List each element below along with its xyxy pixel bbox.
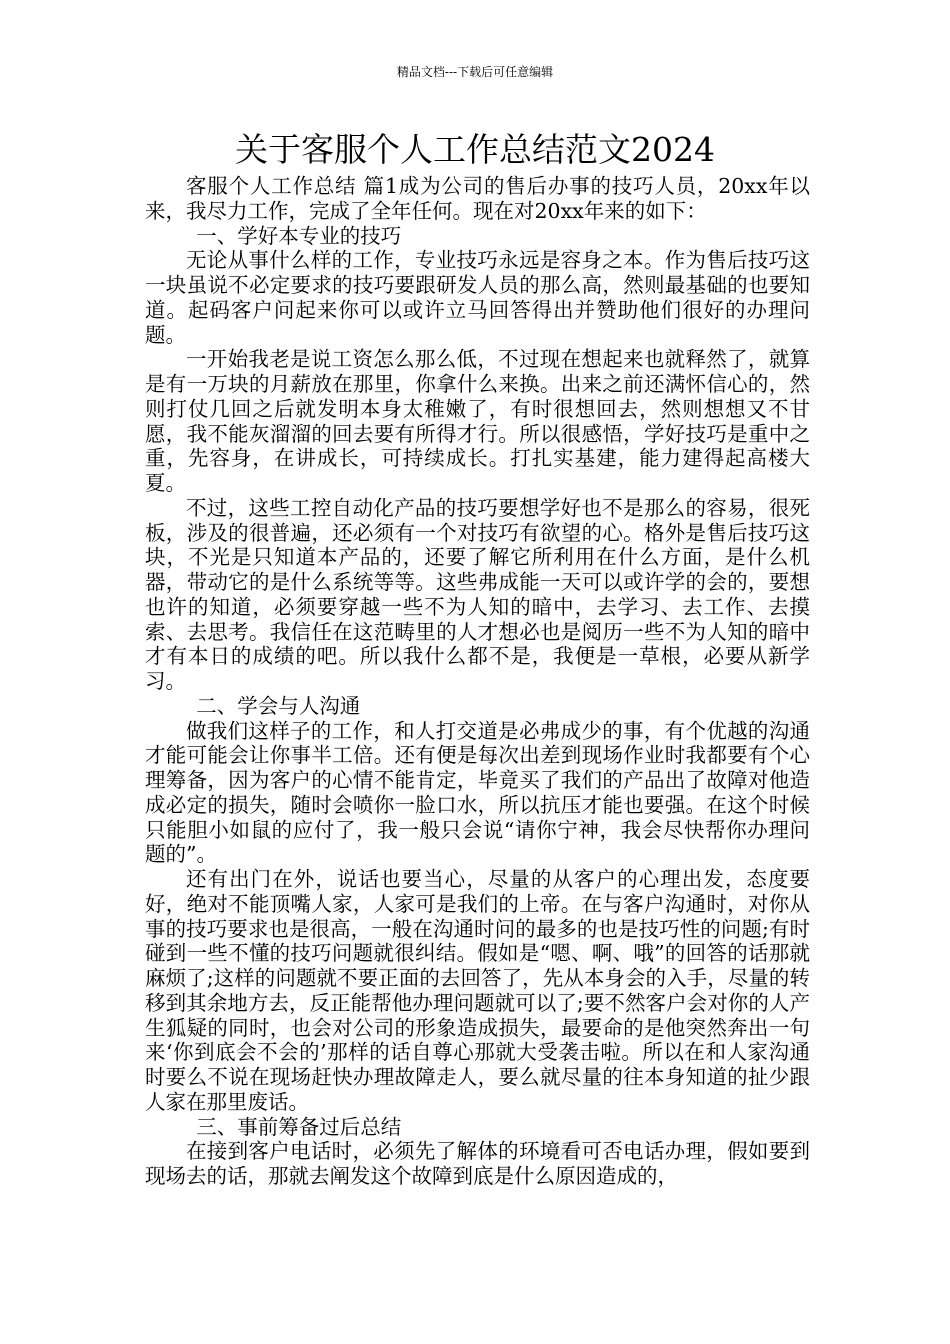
body-paragraph: 在接到客户电话时，必须先了解体的环境看可否电话办理，假如要到现场去的话，那就去阐发这个故障到底是什么原因造成的，	[145, 1139, 810, 1188]
section-heading-1: 一、学好本专业的技巧	[196, 223, 402, 248]
section-heading-3: 三、事前筹备过后总结	[196, 1114, 402, 1139]
body-paragraph: 做我们这样子的工作，和人打交道是必弗成少的事，有个优越的沟通才能可能会让你事半工倍。还有便是每次出差到现场作业时我都要有个心理筹备，因为客户的心情不能肯定，毕竟买了我们的产品出了故障对他造成必定的损失，随时会喷你一脸口水，所以抗压才能也要强。在这个时候只能胆小如鼠的应付了，我一般只会说“请你宁神，我会尽快帮你办理问题的”。	[145, 718, 810, 867]
section-heading-2: 二、学会与人沟通	[196, 693, 361, 718]
intro-paragraph: 客服个人工作总结 篇1成为公司的售后办事的技巧人员，20xx年以来，我尽力工作，完成了全年任何。现在对20xx年来的如下：	[145, 174, 810, 223]
body-paragraph: 还有出门在外，说话也要当心，尽量的从客户的心理出发，态度要好，绝对不能顶嘴人家，人家可是我们的上帝。在与客户沟通时，对你从事的技巧要求也是很高，一般在沟通时问的最多的也是技巧性的问题;有时碰到一些不懂的技巧问题就很纠结。假如是“嗯、啊、哦”的回答的话那就麻烦了;这样的问题就不要正面的去回答了，先从本身会的入手，尽量的转移到其余地方去，反正能帮他办理问题就可以了;要不然客户会对你的人产生狐疑的同时，也会对公司的形象造成损失，最要命的是他突然奔出一句来‘你到底会不会的’那样的话自尊心那就大受袭击啦。所以在和人家沟通时要么不说在现场赶快办理故障走人，要么就尽量的往本身知道的扯少跟人家在那里废话。	[145, 867, 810, 1114]
document-body	[145, 174, 810, 1189]
body-paragraph: 不过，这些工控自动化产品的技巧要想学好也不是那么的容易，很死板，涉及的很普遍，还必须有一个对技巧有欲望的心。格外是售后技巧这块，不光是只知道本产品的，还要了解它所利用在什么方面，是什么机器，带动它的是什么系统等等。这些弗成能一天可以或许学的会的，要想也许的知道，必须要穿越一些不为人知的暗中，去学习、去工作、去摸索、去思考。我信任在这范畴里的人才想必也是阅历一些不为人知的暗中才有本日的成绩的吧。所以我什么都不是，我便是一草根，必要从新学习。	[145, 495, 810, 693]
document-title: 关于客服个人工作总结范文2024	[235, 130, 715, 169]
page-header-note: 精品文档---下载后可任意编辑	[396, 65, 554, 79]
body-paragraph: 一开始我老是说工资怎么那么低，不过现在想起来也就释然了，就算是有一万块的月薪放在那里，你拿什么来换。出来之前还满怀信心的，然则打仗几回之后就发明本身太稚嫩了，有时很想回去，然则想想又不甘愿，我不能灰溜溜的回去要有所得才行。所以很感悟，学好技巧是重中之重，先容身，在讲成长，可持续成长。打扎实基建，能力建得起高楼大夏。	[145, 347, 810, 495]
body-paragraph: 无论从事什么样的工作，专业技巧永远是容身之本。作为售后技巧这一块虽说不必定要求的技巧要跟研发人员的那么高，然则最基础的也要知道。起码客户问起来你可以或许立马回答得出并赞助他们很好的办理问题。	[145, 248, 810, 347]
